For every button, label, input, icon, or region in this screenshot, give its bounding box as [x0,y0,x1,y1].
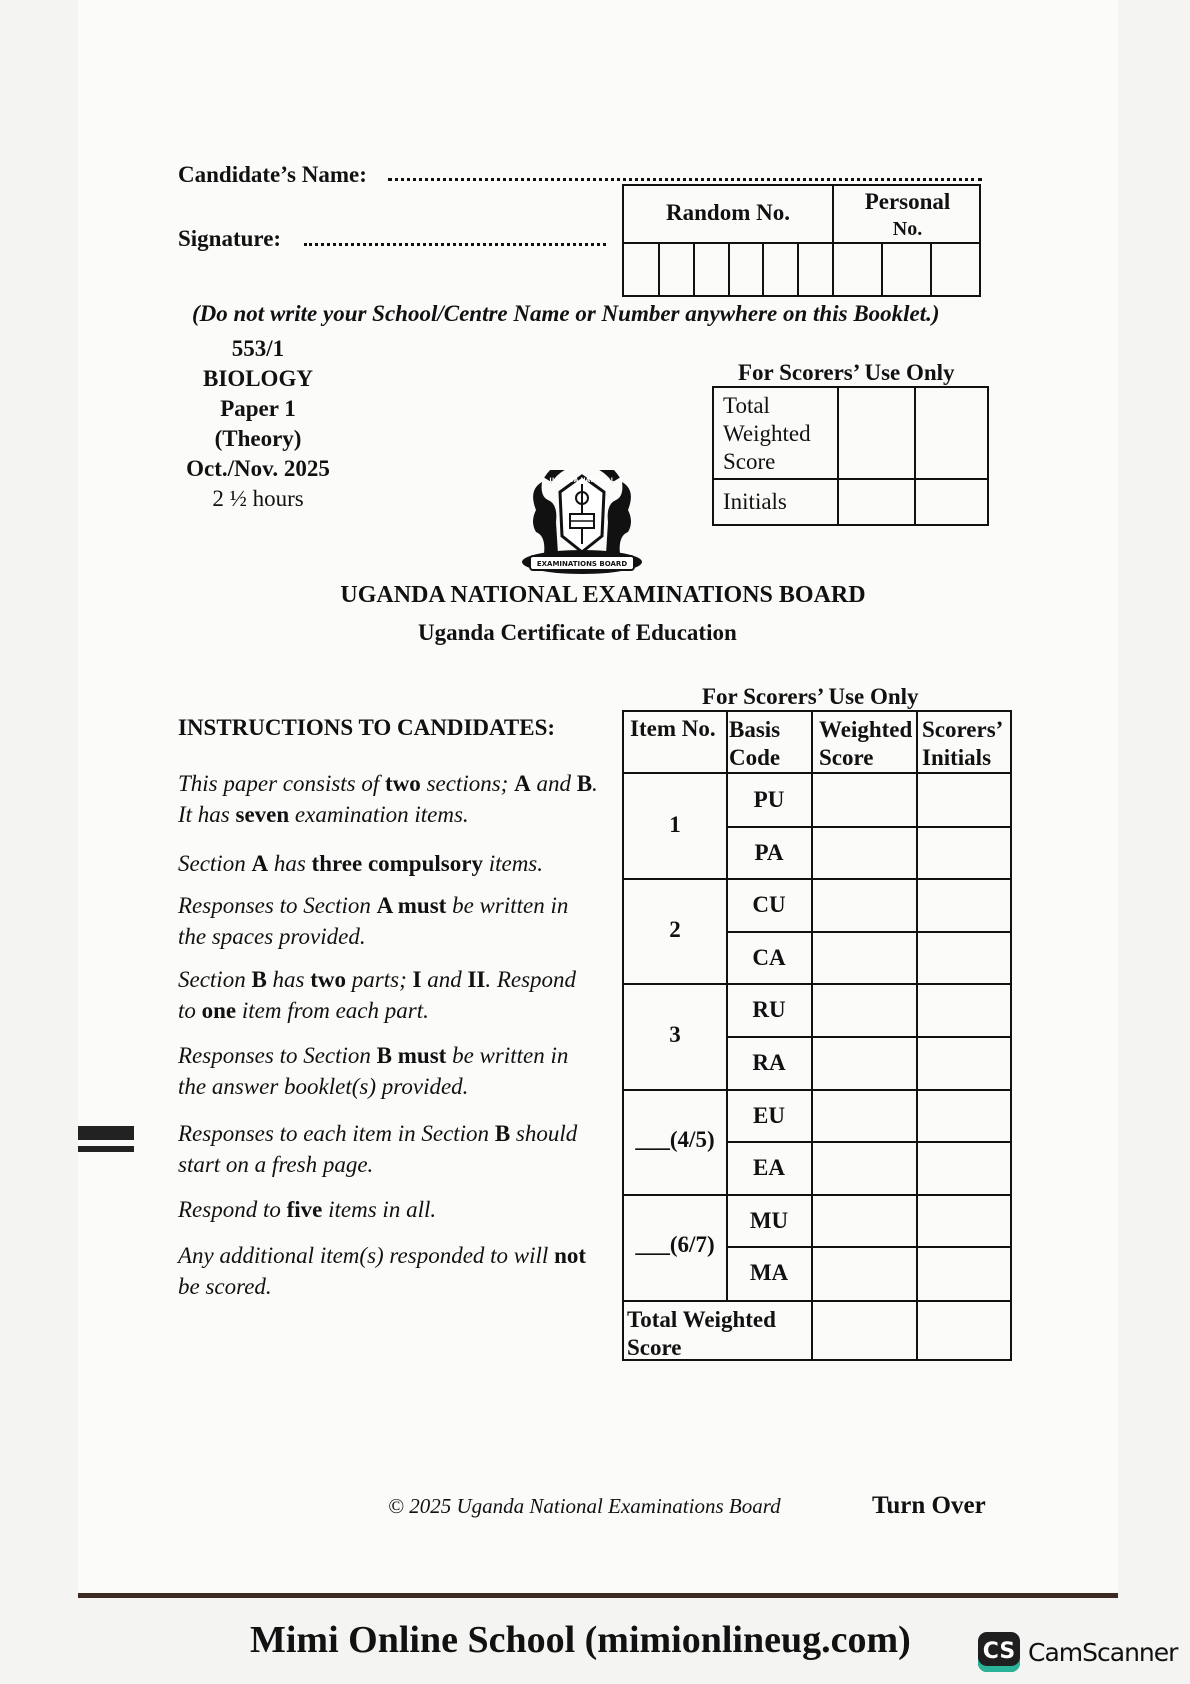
scorer-initials-cell-ea[interactable] [918,1143,1010,1194]
scorers-use-title: For Scorers’ Use Only [702,684,919,709]
scorer-initials-cell-ra[interactable] [918,1038,1010,1089]
item-number-2: 2 [669,916,681,942]
basis-code-cu: CU [752,892,786,918]
initials-cell-2[interactable] [916,480,989,526]
total-weighted-score-label: Total Weighted Score [723,393,811,474]
instruction-7: Respond to five items in all. [178,1197,437,1222]
basis-code-ca: CA [752,944,786,970]
basis-code-ea: EA [753,1155,785,1181]
copyright-notice: © 2025 Uganda National Examinations Board [388,1494,781,1518]
basis-code-eu: EU [753,1102,785,1128]
paper-details [178,334,338,514]
candidate-name-line[interactable] [388,178,982,181]
paper-subject: BIOLOGY [203,366,313,391]
total-score-cell-2[interactable] [916,388,989,478]
item-number-1: 1 [669,811,681,837]
basis-code-ma: MA [749,1260,789,1286]
camscanner-icon: CS [978,1632,1020,1672]
camscanner-label: CamScanner [1028,1638,1178,1667]
exam-duration: 2 ½ hours [212,486,304,511]
scorer-initials-cell-ca[interactable] [918,933,1010,984]
signature-label: Signature: [178,226,282,251]
total-initials-cell[interactable] [918,1302,1010,1359]
weighted-score-cell-ma[interactable] [813,1248,916,1299]
personal-no-label: Personal No. [864,189,951,240]
random-personal-number-box [622,184,981,297]
certificate-name: Uganda Certificate of Education [418,620,737,645]
candidate-name-label: Candidate’s Name: [178,162,367,187]
page-bottom-rule [78,1593,1118,1598]
basis-code-ru: RU [752,997,786,1023]
school-watermark: Mimi Online School (mimionlineug.com) [250,1619,911,1661]
crest-top-text: UGANDA NATIONAL [549,477,615,484]
scorer-initials-cell-cu[interactable] [918,880,1010,931]
item-number-5: ___(6/7) [635,1232,715,1258]
instruction-2: Section A has three compulsory items. [178,851,544,876]
crest-bottom-text: EXAMINATIONS BOARD [536,560,628,568]
instruction-8: Any additional item(s) responded to will not be scored. [178,1243,587,1299]
weighted-score-cell-ea[interactable] [813,1143,916,1194]
basis-code-pu: PU [753,787,785,812]
basis-code-ra: RA [752,1050,786,1075]
paper-type: (Theory) [214,426,302,451]
instructions-heading: INSTRUCTIONS TO CANDIDATES: [178,715,556,740]
item-no-header: Item No. [630,716,716,741]
weighted-score-cell-ca[interactable] [813,933,916,984]
total-score-cell-1[interactable] [839,388,914,478]
instruction-5: Responses to Section B must be written in the answer booklet(s) provided. [178,1043,569,1099]
turn-over-label: Turn Over [872,1492,986,1519]
scorer-initials-cell-ma[interactable] [918,1248,1010,1299]
exam-session: Oct./Nov. 2025 [186,456,330,481]
scorer-initials-cell-pa[interactable] [918,828,1010,879]
weighted-score-cell-pu[interactable] [813,775,916,826]
scorers-use-title-top: For Scorers’ Use Only [738,360,955,385]
item-number-4: ___(4/5) [635,1127,715,1153]
scorer-initials-cell-ru[interactable] [918,985,1010,1036]
total-weighted-score-row-label: Total Weighted Score [627,1307,776,1360]
weighted-score-cell-mu[interactable] [813,1196,916,1247]
basis-code-mu: MU [749,1207,789,1233]
paper-code: 553/1 [231,336,285,361]
total-weighted-score-cell[interactable] [813,1302,916,1359]
signature-line[interactable] [304,243,606,246]
weighted-score-cell-eu[interactable] [813,1091,916,1142]
initials-cell-1[interactable] [839,480,914,526]
weighted-score-cell-pa[interactable] [813,828,916,879]
weighted-score-cell-cu[interactable] [813,880,916,931]
edge-mark-top [78,1126,134,1140]
instruction-4: Section B has two parts; I and II. Respond to one item from each part. [178,967,577,1023]
scorers-initials-header: Scorers’ Initials [922,717,1004,770]
weighted-score-header: Weighted Score [819,717,913,770]
basis-code-pa: PA [754,839,784,865]
item-number-3: 3 [669,1022,681,1047]
scorer-initials-cell-eu[interactable] [918,1091,1010,1142]
item-score-table [622,710,1012,1361]
edge-mark-bottom [78,1146,134,1152]
instruction-6: Responses to each item in Section B should start on a fresh page. [178,1121,578,1177]
instruction-3: Responses to Section A must be written in the spaces provided. [178,893,569,949]
random-no-label: Random No. [666,200,790,225]
initials-label: Initials [723,489,787,514]
scorer-initials-cell-pu[interactable] [918,775,1010,826]
instruction-1: This paper consists of two sections; A and B. It has seven examination items. [178,771,598,827]
scorer-initials-cell-mu[interactable] [918,1196,1010,1247]
board-name: UGANDA NATIONAL EXAMINATIONS BOARD [340,582,866,608]
weighted-score-cell-ru[interactable] [813,985,916,1036]
weighted-score-cell-ra[interactable] [813,1038,916,1089]
basis-code-header: Basis Code [729,717,781,770]
no-school-name-warning: (Do not write your School/Centre Name or Number anywhere on this Booklet.) [192,301,940,326]
total-score-table [712,386,989,526]
paper-number: Paper 1 [220,396,296,421]
uneb-crest-logo [518,470,646,578]
